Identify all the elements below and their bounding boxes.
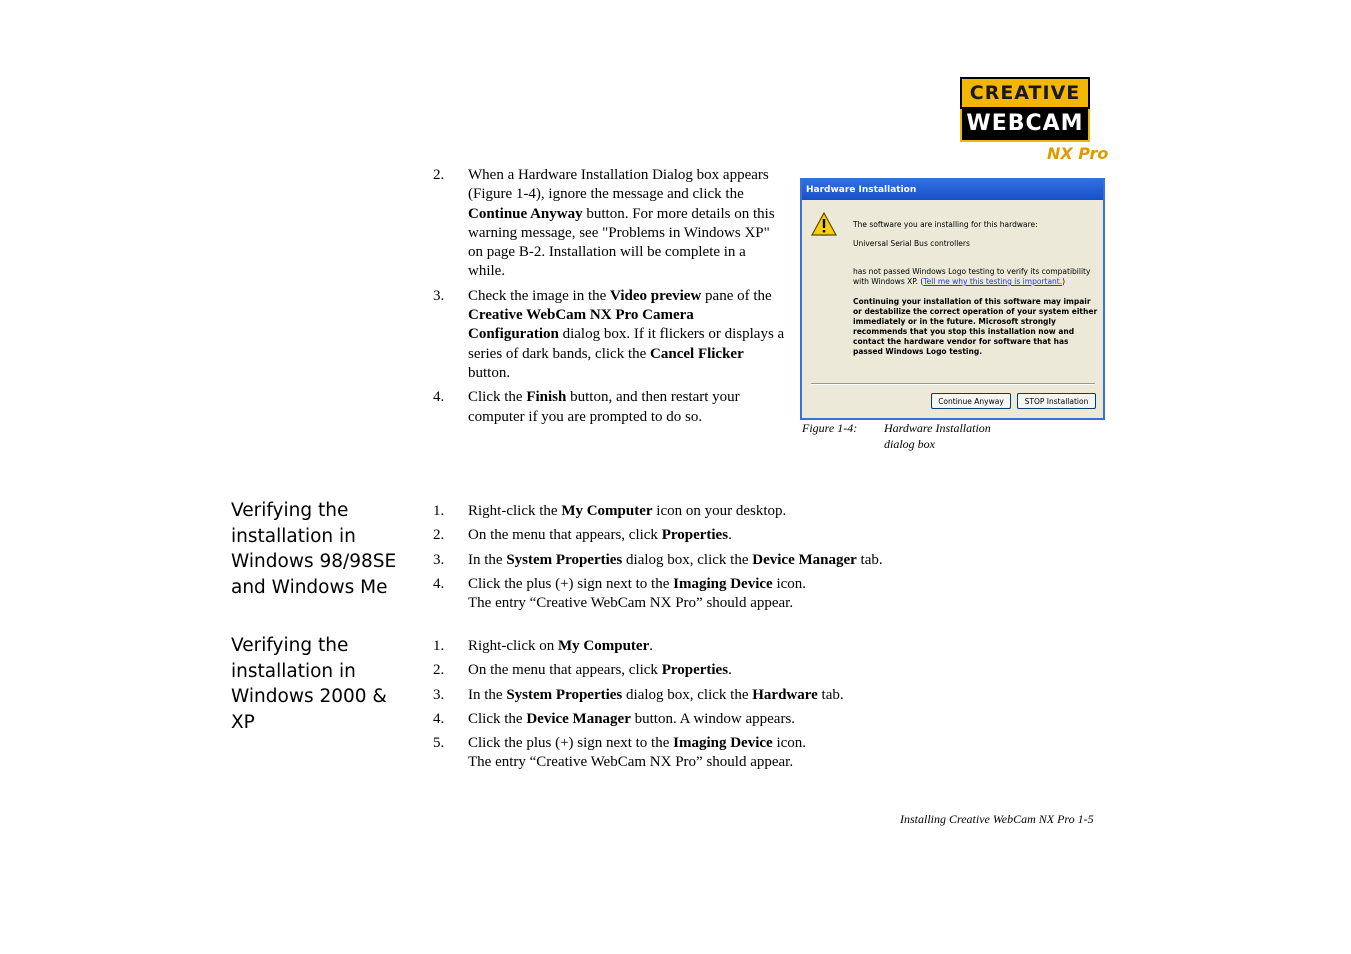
heading-line: installation in (231, 660, 356, 682)
step-number: 4. (433, 710, 445, 727)
step-text: . (649, 638, 653, 654)
dialog-logo-test-text: has not passed Windows Logo testing to verify its compatibility with Windows XP. (Tell me why this testing is important.) (853, 267, 1091, 286)
figure-caption-line-1: Hardware Installation (884, 421, 991, 435)
heading-line: Verifying the (231, 635, 349, 656)
heading-line: Windows 98/98SE (231, 551, 397, 572)
step-emphasis: Imaging Device (673, 575, 773, 592)
figure-label: Figure 1-4: (802, 421, 858, 435)
install-steps-list (433, 166, 785, 432)
dialog-separator (811, 383, 1095, 385)
list-item (433, 526, 1033, 545)
step-text: Check the image in the (468, 287, 611, 304)
logo-creative: CREATIVE (960, 77, 1090, 109)
creative-webcam-logo (960, 77, 1090, 142)
step-emphasis: Properties (661, 662, 729, 679)
dialog-help-link[interactable]: Tell me why this testing is important. (923, 277, 1063, 286)
step-number: 4. (433, 389, 445, 406)
step-number: 1. (433, 503, 445, 519)
step-number: 3. (433, 686, 445, 703)
verify-win98-steps (433, 502, 1033, 618)
heading-line: Verifying the (231, 500, 349, 521)
step-text: When a Hardware Installation Dialog box appears (Figure 1-4), ignore the message and click the (468, 167, 769, 203)
step-text: tab. (817, 686, 844, 703)
step-note: The entry “Creative WebCam NX Pro” should appear. (468, 754, 794, 771)
dialog-device-name: Universal Serial Bus controllers (853, 239, 970, 248)
heading-verify-win98 (231, 498, 416, 600)
step-number: 1. (433, 638, 445, 654)
list-item (433, 166, 785, 282)
step-text: Click the plus (+) sign next to the (468, 575, 674, 592)
heading-line: Windows 2000 & (231, 686, 387, 707)
step-number: 2. (433, 167, 445, 183)
stop-installation-button[interactable]: STOP Installation (1017, 393, 1096, 409)
continue-anyway-button[interactable]: Continue Anyway (931, 393, 1011, 409)
dialog-warning-text: Continuing your installation of this software may impair or destabilize the correct operation of your system either immediately or in the future. Microsoft strongly recommends that you stop this installation now and contact the hardware vendor for software that has passed Windows Logo testing. (853, 297, 1098, 356)
logo-nx-pro: NX Pro (1047, 144, 1109, 163)
heading-line: installation in (231, 525, 356, 547)
step-number: 3. (433, 287, 445, 304)
step-number: 4. (433, 575, 445, 592)
step-text: . (728, 662, 732, 679)
list-item (433, 287, 785, 383)
list-item (433, 551, 1033, 570)
list-item (433, 661, 1033, 680)
hardware-installation-dialog (800, 178, 1105, 420)
step-emphasis: Device Manager (752, 551, 857, 568)
dialog-line-1: The software you are installing for this hardware: (853, 220, 1038, 229)
step-number: 2. (433, 662, 445, 679)
step-number: 2. (433, 527, 445, 544)
list-item (433, 637, 1033, 656)
step-emphasis: Continue Anyway (468, 205, 583, 222)
step-text: In the (468, 551, 507, 568)
step-emphasis: Cancel Flicker (650, 345, 744, 362)
step-emphasis: Finish (526, 389, 567, 406)
list-item (433, 710, 1033, 729)
step-emphasis: Device Manager (526, 710, 631, 727)
verify-win2000-steps (433, 637, 1033, 778)
figure-caption-line-2: dialog box (884, 436, 935, 451)
step-text: Click the plus (+) sign next to the (468, 735, 674, 752)
step-text: icon. (772, 575, 807, 592)
logo-webcam: WEBCAM (960, 109, 1090, 142)
step-text: button. A window appears. (630, 710, 796, 727)
step-emphasis: Imaging Device (673, 735, 773, 752)
step-emphasis: My Computer (561, 503, 653, 519)
step-text: icon on your desktop. (652, 503, 787, 519)
step-text: On the menu that appears, click (468, 662, 662, 679)
step-emphasis: System Properties (506, 686, 623, 703)
step-note: The entry “Creative WebCam NX Pro” should appear. (468, 595, 794, 612)
step-emphasis: My Computer (558, 638, 650, 654)
step-text: dialog box, click the (622, 551, 753, 568)
list-item (433, 686, 1033, 705)
step-text: Click the (468, 389, 527, 406)
step-text: button, and then restart your computer if you are prompted to do so. (468, 389, 740, 425)
step-text: dialog box, click the (622, 686, 753, 703)
heading-verify-win2000 (231, 633, 416, 735)
step-text: Right-click on (468, 638, 558, 654)
step-text: On the menu that appears, click (468, 527, 662, 544)
step-text: icon. (772, 735, 807, 752)
list-item (433, 502, 1033, 521)
list-item (433, 575, 1033, 614)
step-text: Right-click the (468, 503, 562, 519)
step-text: pane of the (701, 287, 772, 304)
step-text: button. (468, 364, 511, 381)
step-text: Click the (468, 710, 527, 727)
step-text: In the (468, 686, 507, 703)
step-emphasis: System Properties (506, 551, 623, 568)
page-footer: Installing Creative WebCam NX Pro 1-5 (900, 812, 1094, 826)
step-emphasis: Properties (661, 527, 729, 544)
step-text: dialog box. If it flickers or displays a series of dark bands, click the (468, 326, 785, 362)
warning-icon (811, 212, 837, 236)
step-text: button. For more details on this warning message, see "Problems in Windows XP" on page B-2. Installation will be complete in a while. (468, 205, 775, 280)
list-item (433, 734, 1033, 773)
step-number: 5. (433, 735, 445, 752)
list-item (433, 388, 785, 427)
step-text: . (728, 527, 732, 544)
heading-line: and Windows Me (231, 576, 388, 598)
step-number: 3. (433, 551, 445, 568)
heading-line: XP (231, 711, 255, 733)
dialog-title-bar: Hardware Installation (802, 180, 1103, 200)
step-text: tab. (856, 551, 883, 568)
step-emphasis: Hardware (752, 686, 818, 703)
step-emphasis: Creative WebCam NX Pro Camera Configuration (468, 307, 694, 343)
step-emphasis: Video preview (610, 287, 702, 304)
